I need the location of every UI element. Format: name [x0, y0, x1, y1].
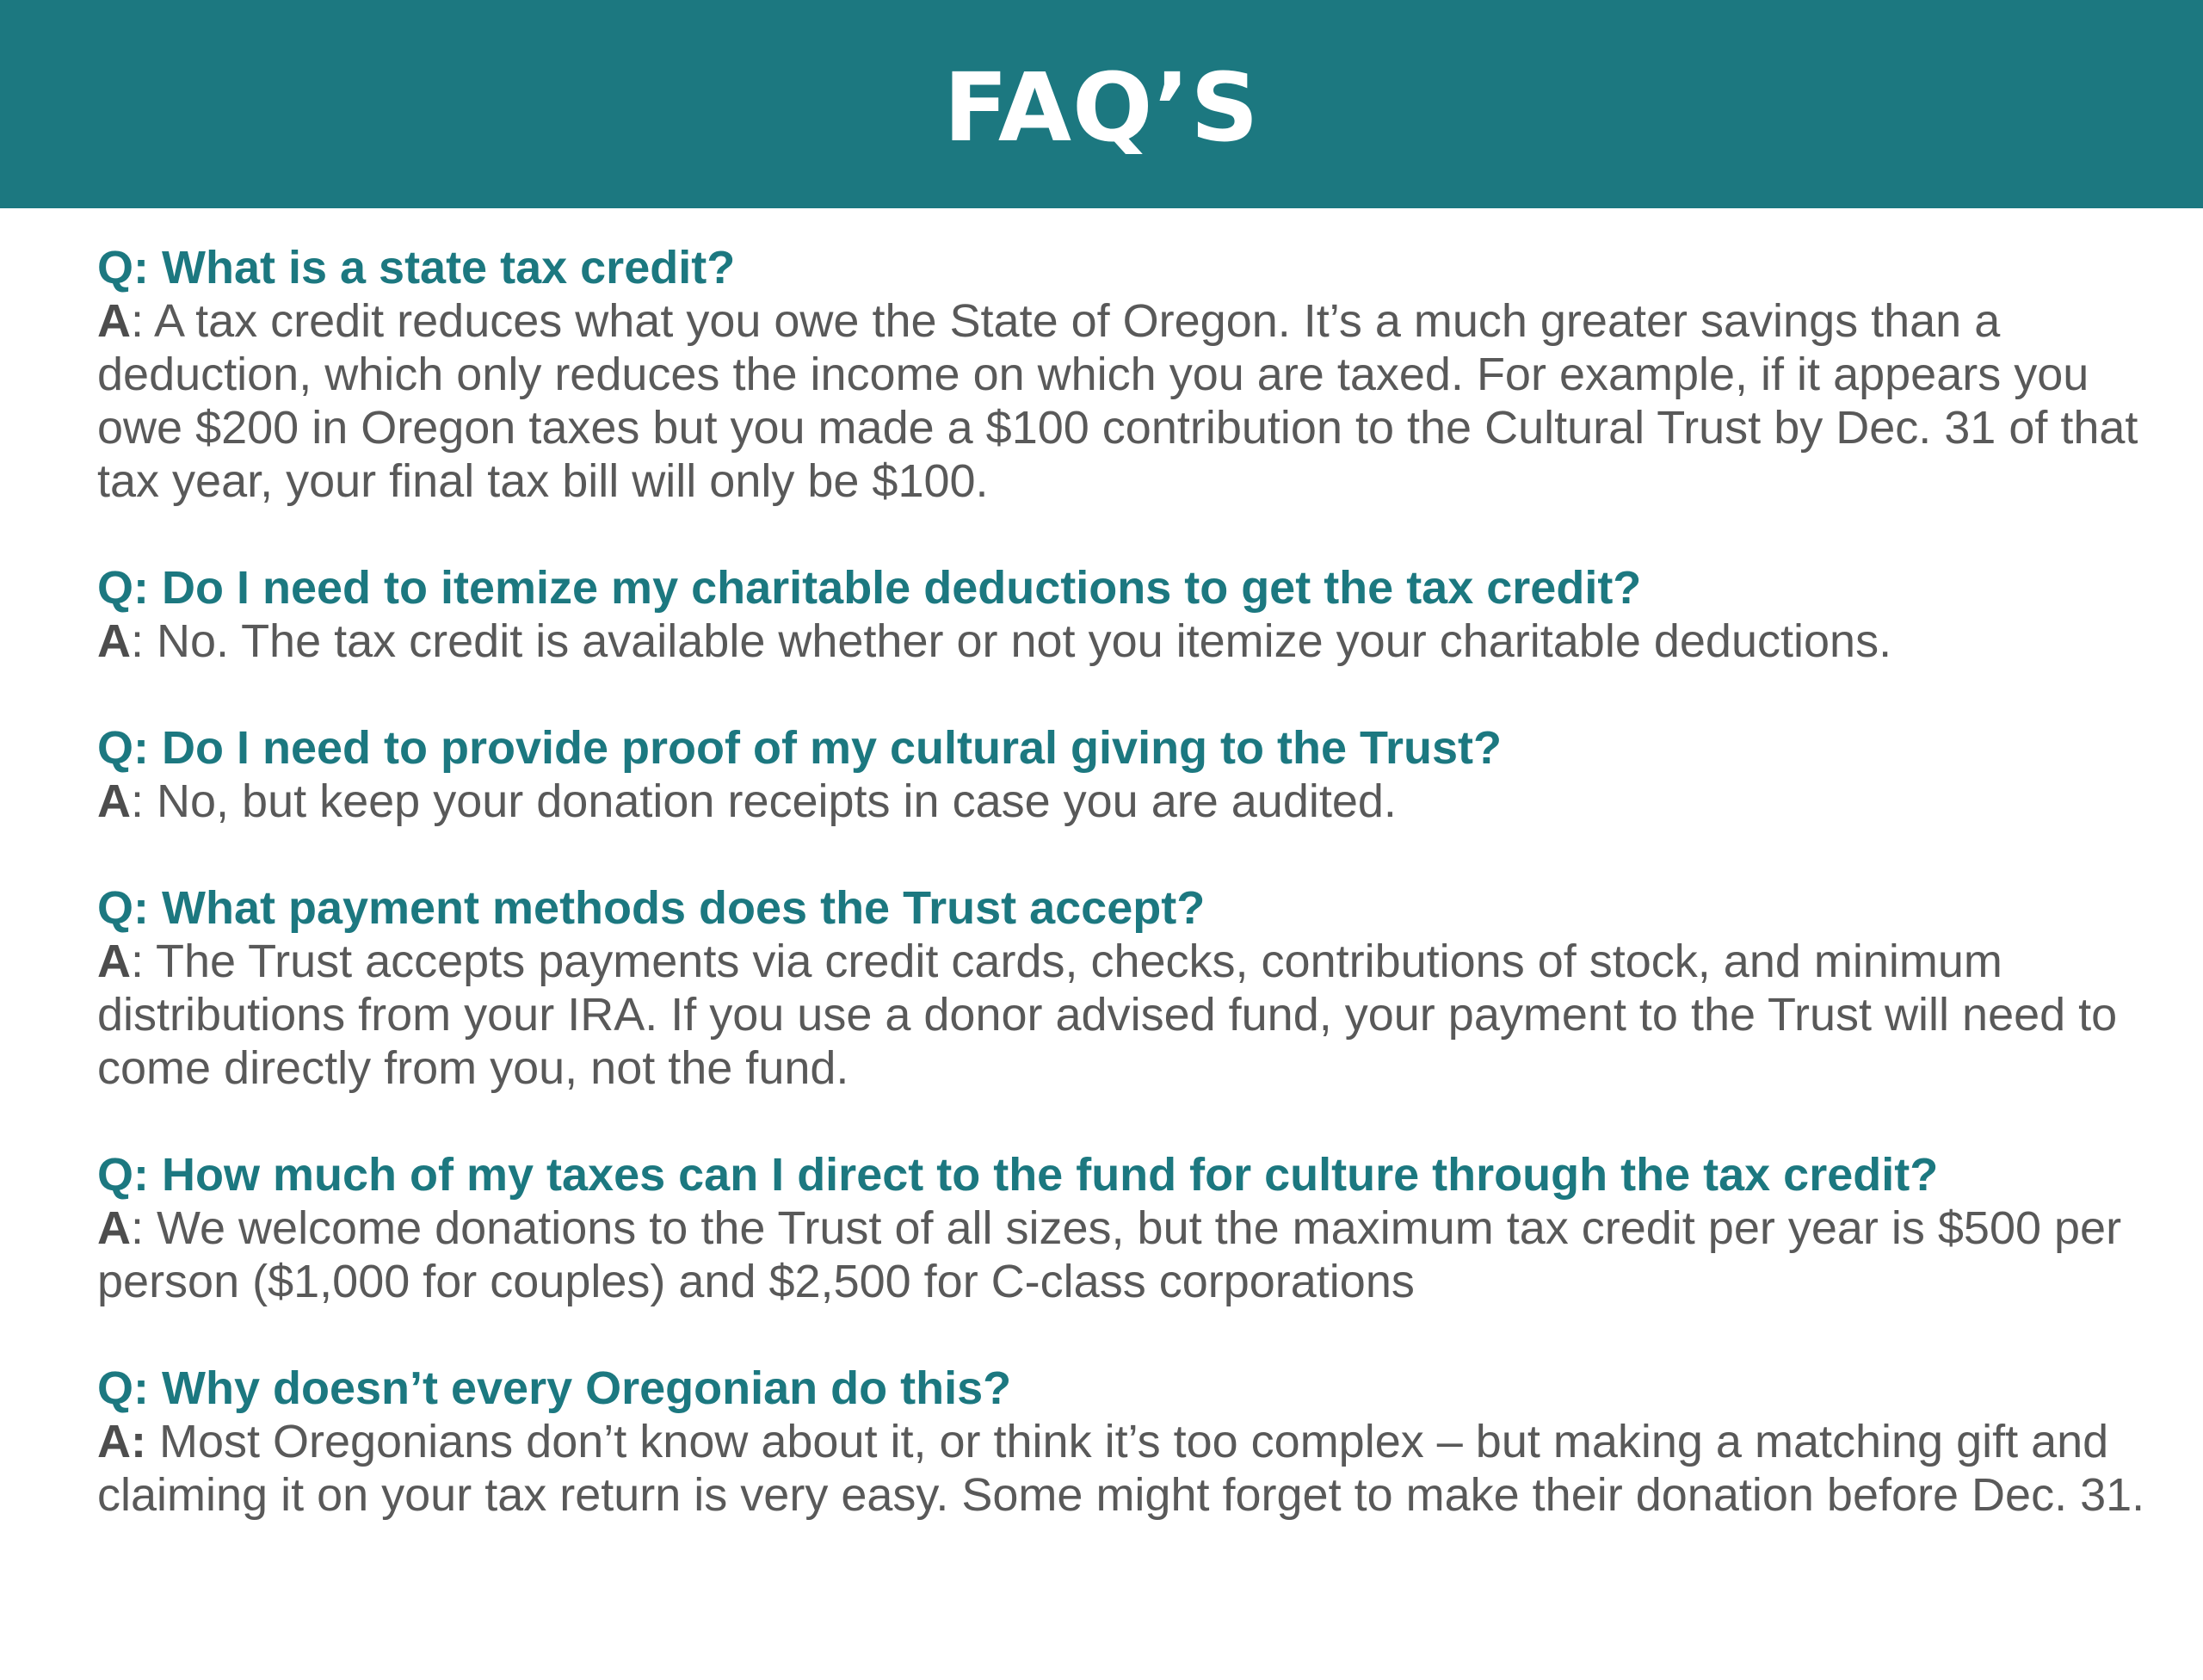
faq-list [97, 241, 2145, 1575]
faq-question: Q: Do I need to provide proof of my cultural giving to the Trust? [97, 722, 1503, 774]
answer-prefix: A [97, 936, 131, 987]
faq-answer [97, 1201, 2145, 1308]
faq-item [97, 1148, 2145, 1308]
answer-text: : No. The tax credit is available whether or not you itemize your charitable deductions. [131, 615, 1892, 667]
faq-question: Q: What is a state tax credit? [97, 242, 736, 293]
faq-item [97, 241, 2145, 508]
answer-prefix: A [97, 775, 131, 827]
faq-question: Q: Do I need to itemize my charitable deductions to get the tax credit? [97, 562, 1642, 614]
faq-question: Q: What payment methods does the Trust accept? [97, 882, 1206, 934]
faq-answer [97, 935, 2145, 1095]
faq-question: Q: How much of my taxes can I direct to the fund for culture through the tax credit? [97, 1149, 1939, 1201]
answer-text: : A tax credit reduces what you owe the State of Oregon. It’s a much greater savings than a deduction, which only reduces the income on which you are taxed. For example, if it appears you owe $200 in Oregon taxes but you made a $100 contribution to the Cultural Trust by Dec. 31 of that tax year, your final tax bill will only be $100. [97, 295, 2138, 507]
page-title: FAQ’S [943, 52, 1260, 163]
answer-prefix: A [97, 615, 131, 667]
faq-item [97, 561, 2145, 668]
answer-text: Most Oregonians don’t know about it, or think it’s too complex – but making a matching gift and claiming it on your tax return is very easy. Some might forget to make their donation before Dec. 31. [97, 1416, 2145, 1521]
faq-answer [97, 1415, 2145, 1522]
answer-text: : We welcome donations to the Trust of all sizes, but the maximum tax credit per year is $500 per person ($1,000 for couples) and $2,500 for C-class corporations [97, 1202, 2122, 1307]
answer-text: : No, but keep your donation receipts in case you are audited. [131, 775, 1397, 827]
answer-prefix: A [97, 295, 131, 347]
faq-answer [97, 775, 2145, 828]
header-banner [0, 0, 2203, 208]
answer-prefix: A [97, 1202, 131, 1254]
answer-prefix: A: [97, 1416, 146, 1467]
faq-question: Q: Why doesn’t every Oregonian do this? [97, 1362, 1012, 1414]
faq-item [97, 881, 2145, 1095]
answer-text: : The Trust accepts payments via credit cards, checks, contributions of stock, and minimum distributions from your IRA. If you use a donor advised fund, your payment to the Trust will need to come directly from you, not the fund. [97, 936, 2118, 1094]
faq-answer [97, 615, 2145, 668]
faq-item [97, 721, 2145, 828]
faq-answer [97, 294, 2145, 508]
faq-item [97, 1362, 2145, 1522]
